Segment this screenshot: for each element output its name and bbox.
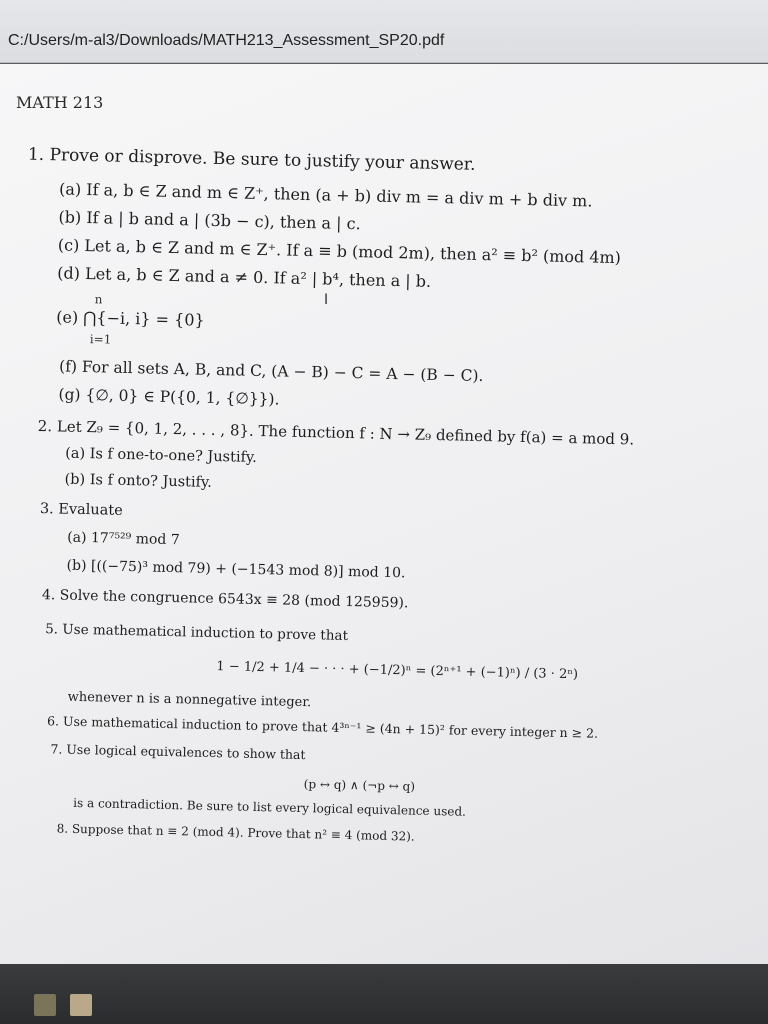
problem-5-condition: whenever n is a nonnegative integer. <box>67 689 312 711</box>
problem-3a: (a) 17⁷⁵²⁹ mod 7 <box>67 529 180 549</box>
taskbar-app-icon[interactable] <box>34 994 56 1016</box>
problem-list <box>0 64 768 981</box>
taskbar <box>0 964 768 1024</box>
problem-1b: (b) If a | b and a | (3b − c), then a | c. <box>58 207 361 234</box>
taskbar-file-icon[interactable] <box>70 994 92 1016</box>
text-cursor-icon: I <box>324 292 329 308</box>
problem-2: 2. Let Z₉ = {0, 1, 2, . . . , 8}. The function f : N → Z₉ defined by f(a) = a mod 9. <box>37 416 635 449</box>
logic-formula: (p ↔ q) ∧ (¬p ↔ q) <box>303 777 416 794</box>
problem-1a: (a) If a, b ∈ Z and m ∈ Z⁺, then (a + b) div m = a div m + b div m. <box>58 179 593 211</box>
problem-7: 7. Use logical equivalences to show that <box>50 741 306 763</box>
course-title: MATH 213 <box>16 93 104 112</box>
problem-2a: (a) Is f one-to-one? Justify. <box>64 445 257 466</box>
problem-4: 4. Solve the congruence 6543x ≡ 28 (mod 125959). <box>41 587 409 612</box>
intersection-upper-limit: n <box>94 292 103 307</box>
problem-7-note: is a contradiction. Be sure to list every logical equivalence used. <box>73 795 467 819</box>
problem-1d: (d) Let a, b ∈ Z and a ≠ 0. If a² | b⁴, then a | b. <box>57 263 432 291</box>
pdf-page <box>0 64 768 964</box>
problem-5: 5. Use mathematical induction to prove that <box>45 621 349 645</box>
problem-1c: (c) Let a, b ∈ Z and m ∈ Z⁺. If a ≡ b (mod 2m), then a² ≡ b² (mod 4m) <box>57 235 622 268</box>
address-bar[interactable] <box>0 0 768 63</box>
file-path[interactable]: C:/Users/m-al3/Downloads/MATH213_Assessment_SP20.pdf <box>8 32 445 49</box>
problem-8: 8. Suppose that n ≡ 2 (mod 4). Prove that n² ≡ 4 (mod 32). <box>56 821 415 844</box>
induction-formula: 1 − 1/2 + 1/4 − · · · + (−1/2)ⁿ = (2ⁿ⁺¹ + (−1)ⁿ) / (3 · 2ⁿ) <box>216 659 579 683</box>
problem-1: 1. Prove or disprove. Be sure to justify your answer. <box>27 144 476 175</box>
problem-3b: (b) [((−75)³ mod 79) + (−1543 mod 8)] mod 10. <box>66 557 406 582</box>
problem-1f: (f) For all sets A, B, and C, (A − B) − C = A − (B − C). <box>58 357 484 386</box>
problem-6: 6. Use mathematical induction to prove that 4³ⁿ⁻¹ ≥ (4n + 15)² for every integer n ≥ 2. <box>46 713 599 741</box>
problem-1g: (g) {∅, 0} ∈ P({0, 1, {∅}}). <box>58 385 280 409</box>
problem-2b: (b) Is f onto? Justify. <box>64 471 212 491</box>
intersection-lower-limit: i=1 <box>89 332 112 347</box>
problem-1e: (e) ⋂{−i, i} = {0} <box>56 307 205 330</box>
problem-3: 3. Evaluate <box>39 501 123 519</box>
